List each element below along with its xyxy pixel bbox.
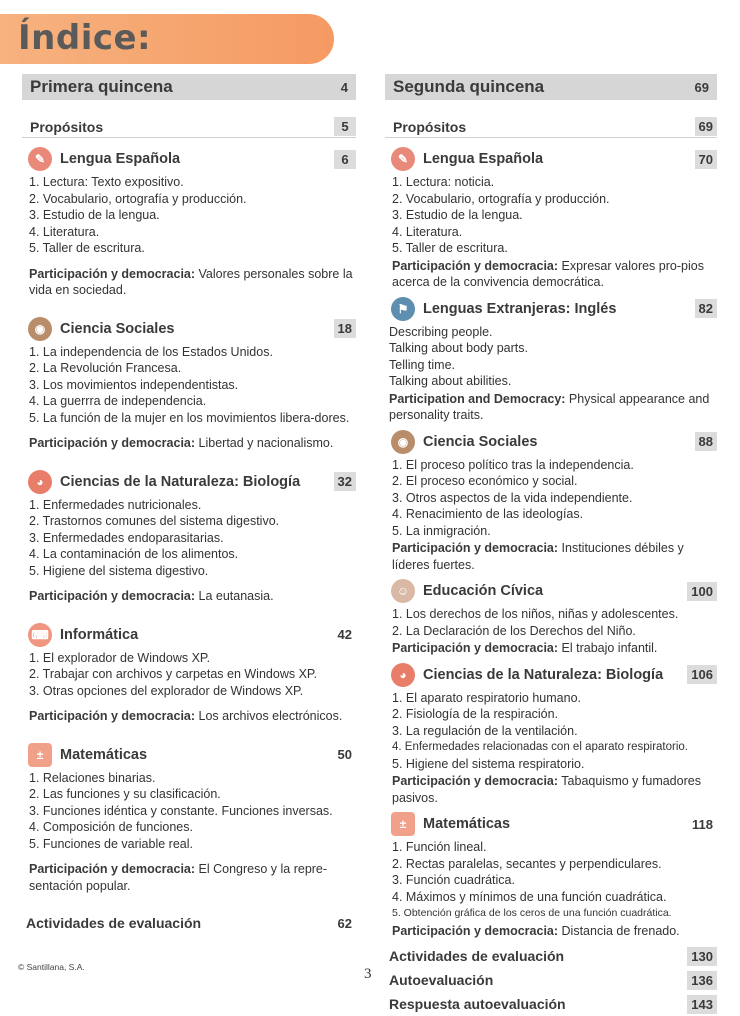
participation-label: Participación y democracia: xyxy=(29,709,196,723)
list-item: 5. Taller de escritura. xyxy=(392,241,508,255)
participation-text: El Congreso y la repre-sentación popular. xyxy=(29,862,328,893)
subject-heading[interactable] xyxy=(385,578,717,604)
list-item: 3. Función cuadrática. xyxy=(392,873,515,887)
topic-list xyxy=(22,174,356,257)
list-item: 1. Lectura: noticia. xyxy=(392,175,495,189)
subject-heading[interactable] xyxy=(22,742,356,768)
list-item: 5. Obtención gráfica de los ceros de una función cuadrática. xyxy=(392,907,672,919)
propositos-entry[interactable] xyxy=(385,116,717,138)
participation-note xyxy=(385,540,717,573)
list-item: 2. Trabajar con archivos y carpetas en Windows XP. xyxy=(29,667,318,681)
list-item: 3. Estudio de la lengua. xyxy=(29,208,160,222)
list-item: 5. Taller de escritura. xyxy=(29,241,145,255)
subject-title: Lengua Española xyxy=(423,151,544,167)
respuesta-label: Respuesta autoevaluación xyxy=(389,996,566,1012)
list-item: 1. El proceso político tras la independencia. xyxy=(392,457,634,472)
evaluacion-entry[interactable] xyxy=(22,911,356,935)
subject-heading[interactable] xyxy=(385,146,717,172)
topic-list xyxy=(22,650,356,700)
participation-text: Los archivos electrónicos. xyxy=(195,709,343,723)
participation-label: Participación y democracia: xyxy=(392,541,559,555)
participation-label: Participación y democracia: xyxy=(392,641,559,655)
list-item: 1. Lectura: Texto expositivo. xyxy=(29,175,184,189)
participation-text: Physical appearance and personality traits. xyxy=(389,391,710,422)
list-item: 2. Rectas paralelas, secantes y perpendiculares. xyxy=(392,856,662,871)
list-item: Talking about body parts. xyxy=(389,341,528,355)
list-item: 2. Trastornos comunes del sistema digestivo. xyxy=(29,514,280,528)
page-number: 5 xyxy=(334,117,356,136)
globe-icon: ◉ xyxy=(28,317,52,341)
subject-title: Ciencia Sociales xyxy=(60,320,175,337)
subject-sociales xyxy=(385,429,717,574)
evaluacion-label: Actividades de evaluación xyxy=(26,915,202,931)
participation-label: Participación y democracia: xyxy=(392,258,559,273)
topic-list xyxy=(385,324,717,390)
page-number: 50 xyxy=(337,747,352,762)
page-number: 136 xyxy=(687,971,717,990)
list-item: 1. Los derechos de los niños, niñas y adolescentes. xyxy=(392,607,679,621)
subject-title: Ciencia Sociales xyxy=(423,433,538,450)
list-item: 5. La función de la mujer en los movimientos libera-dores. xyxy=(29,410,350,425)
participation-label: Participación y democracia: xyxy=(29,589,196,603)
evaluacion-entry[interactable] xyxy=(385,944,717,968)
autoevaluacion-entry[interactable] xyxy=(385,968,717,992)
subject-heading[interactable] xyxy=(385,662,717,688)
list-item: 4. Máximos y mínimos de una función cuadrática. xyxy=(392,889,667,904)
subject-title: Matemáticas xyxy=(423,816,511,832)
list-item: 1. Enfermedades nutricionales. xyxy=(29,497,202,512)
participation-text: El trabajo infantil. xyxy=(558,641,658,655)
subject-title: Ciencias de la Naturaleza: Biología xyxy=(60,473,301,490)
computer-icon: ⌨ xyxy=(28,623,52,647)
page-number-footer: 3 xyxy=(364,966,372,982)
participation-label: Participación y democracia: xyxy=(392,923,559,938)
quincena-bar[interactable] xyxy=(22,74,356,100)
participation-note xyxy=(22,435,356,452)
list-item: 4. Literatura. xyxy=(392,224,463,239)
subject-matematicas xyxy=(22,742,356,895)
participation-text: Instituciones débiles y líderes fuertes. xyxy=(392,541,684,572)
list-item: 4. Enfermedades relacionadas con el aparato respiratorio. xyxy=(392,741,688,753)
subject-informatica xyxy=(22,622,356,725)
page-number: 100 xyxy=(687,582,717,601)
subject-biologia xyxy=(385,662,717,807)
list-item: 2. Vocabulario, ortografía y producción. xyxy=(29,191,247,206)
quincena-page: 4 xyxy=(340,79,348,95)
subject-matematicas xyxy=(385,811,717,939)
topic-list xyxy=(22,344,356,427)
topic-list xyxy=(385,174,717,257)
list-item: Talking about abilities. xyxy=(389,374,512,388)
page-number: 143 xyxy=(687,995,717,1014)
page-number: 42 xyxy=(337,627,352,642)
participation-note xyxy=(385,923,717,940)
participation-label: Participación y democracia: xyxy=(29,266,196,281)
list-item: 2. El proceso económico y social. xyxy=(392,474,578,488)
page-number: 62 xyxy=(337,915,352,931)
page-number: 82 xyxy=(695,299,717,318)
list-item: 2. La Declaración de los Derechos del Niño. xyxy=(392,623,636,638)
list-item: 2. Vocabulario, ortografía y producción. xyxy=(392,191,610,206)
propositos-label: Propósitos xyxy=(393,118,467,135)
page-number: 88 xyxy=(695,432,717,451)
list-item: 1. La independencia de los Estados Unidos. xyxy=(29,344,273,359)
participation-note xyxy=(385,258,717,291)
participation-note xyxy=(22,588,356,605)
page-number: 32 xyxy=(334,472,356,491)
subject-ingles xyxy=(385,296,717,424)
subject-title: Lengua Española xyxy=(60,151,181,167)
propositos-label: Propósitos xyxy=(30,118,104,135)
list-item: 4. La contaminación de los alimentos. xyxy=(29,547,239,561)
list-item: 2. Fisiología de la respiración. xyxy=(392,707,559,721)
list-item: 1. El aparato respiratorio humano. xyxy=(392,690,581,705)
topic-list xyxy=(385,690,717,773)
left-column xyxy=(22,74,356,935)
list-item: 3. La regulación de la ventilación. xyxy=(392,723,578,738)
topic-list xyxy=(385,839,717,922)
participation-label: Participación y democracia: xyxy=(29,436,196,450)
participation-text: La eutanasia. xyxy=(195,589,274,603)
subject-heading[interactable] xyxy=(22,146,356,172)
right-column xyxy=(385,74,717,1016)
list-item: 4. Composición de funciones. xyxy=(29,820,193,834)
subject-heading[interactable] xyxy=(22,316,356,342)
participation-label: Participation and Democracy: xyxy=(389,391,566,406)
page-number: 69 xyxy=(695,117,717,136)
autoevaluacion-label: Autoevaluación xyxy=(389,972,494,988)
subject-lengua xyxy=(22,146,356,299)
list-item: 3. Otras opciones del explorador de Windows XP. xyxy=(29,683,304,698)
page-number: 18 xyxy=(334,319,356,338)
subject-sociales xyxy=(22,316,356,452)
participation-text: Libertad y nacionalismo. xyxy=(195,436,334,450)
subject-lengua xyxy=(385,146,717,291)
participation-text: Expresar valores pro-pios acerca de la convivencia democrática. xyxy=(392,258,704,289)
participation-note xyxy=(22,861,356,894)
flag-icon: ⚑ xyxy=(391,297,415,321)
list-item: 3. Estudio de la lengua. xyxy=(392,208,523,222)
pencil-icon: ✎ xyxy=(391,147,415,171)
list-item: 5. La inmigración. xyxy=(392,523,491,538)
subject-heading[interactable] xyxy=(22,622,356,648)
page-number: 70 xyxy=(695,150,717,169)
list-item: 3. Otros aspectos de la vida independiente. xyxy=(392,490,633,505)
list-item: 5. Higiene del sistema digestivo. xyxy=(29,563,209,578)
quincena-title: Segunda quincena xyxy=(393,77,545,96)
subject-civica xyxy=(385,578,717,657)
subject-heading[interactable] xyxy=(22,469,356,495)
list-item: 3. Funciones idéntica y constante. Funciones inversas. xyxy=(29,803,333,818)
list-item: Telling time. xyxy=(389,357,455,372)
subject-heading[interactable] xyxy=(385,296,717,322)
globe-icon: ◉ xyxy=(391,430,415,454)
participation-label: Participación y democracia: xyxy=(392,774,559,788)
participation-note xyxy=(385,391,717,424)
evaluacion-label: Actividades de evaluación xyxy=(389,948,565,964)
page-number: 6 xyxy=(334,150,356,169)
subject-heading[interactable] xyxy=(385,429,717,455)
topic-list xyxy=(22,497,356,580)
topic-list xyxy=(385,457,717,540)
copyright-notice: © Santillana, S.A. xyxy=(18,962,85,972)
page-title: Índice: xyxy=(18,18,152,58)
page-number: 118 xyxy=(692,816,713,832)
quincena-page: 69 xyxy=(694,79,709,95)
list-item: 2. La Revolución Francesa. xyxy=(29,361,182,375)
propositos-entry[interactable] xyxy=(22,116,356,138)
list-item: 4. Literatura. xyxy=(29,224,100,239)
participation-note xyxy=(385,773,717,806)
eye-icon: ◕ xyxy=(391,663,415,687)
page-number: 106 xyxy=(687,665,717,684)
respuesta-entry[interactable] xyxy=(385,992,717,1016)
list-item: 5. Higiene del sistema respiratorio. xyxy=(392,756,585,771)
participation-text: Tabaquismo y fumadores pasivos. xyxy=(392,774,701,805)
participation-label: Participación y democracia: xyxy=(29,862,196,876)
subject-title: Lenguas Extranjeras: Inglés xyxy=(423,300,617,317)
subject-title: Informática xyxy=(60,626,139,643)
math-icon: ± xyxy=(391,812,415,836)
list-item: 2. Las funciones y su clasificación. xyxy=(29,787,221,801)
subject-title: Educación Cívica xyxy=(423,583,544,599)
subject-heading[interactable] xyxy=(385,811,717,837)
pencil-icon: ✎ xyxy=(28,147,52,171)
list-item: 5. Funciones de variable real. xyxy=(29,836,193,851)
participation-text: Distancia de frenado. xyxy=(558,923,680,938)
list-item: 3. Enfermedades endoparasitarias. xyxy=(29,530,224,545)
list-item: 1. Relaciones binarias. xyxy=(29,770,156,785)
subject-biologia xyxy=(22,469,356,605)
page-number: 130 xyxy=(687,947,717,966)
participation-text: Valores personales sobre la vida en sociedad. xyxy=(29,266,353,297)
topic-list xyxy=(22,770,356,853)
list-item: Describing people. xyxy=(389,324,493,339)
list-item: 4. Renacimiento de las ideologías. xyxy=(392,507,584,521)
quincena-bar[interactable] xyxy=(385,74,717,100)
list-item: 4. La guerrra de independencia. xyxy=(29,394,207,408)
participation-note xyxy=(385,640,717,657)
list-item: 1. El explorador de Windows XP. xyxy=(29,650,211,665)
participation-note xyxy=(22,708,356,725)
eye-icon: ◕ xyxy=(28,470,52,494)
list-item: 3. Los movimientos independentistas. xyxy=(29,377,239,392)
quincena-title: Primera quincena xyxy=(30,77,173,96)
list-item: 1. Función lineal. xyxy=(392,840,487,854)
math-icon: ± xyxy=(28,743,52,767)
topic-list xyxy=(385,606,717,639)
subject-title: Matemáticas xyxy=(60,746,148,763)
civic-icon: ☺ xyxy=(391,579,415,603)
participation-note xyxy=(22,266,356,299)
subject-title: Ciencias de la Naturaleza: Biología xyxy=(423,666,664,683)
